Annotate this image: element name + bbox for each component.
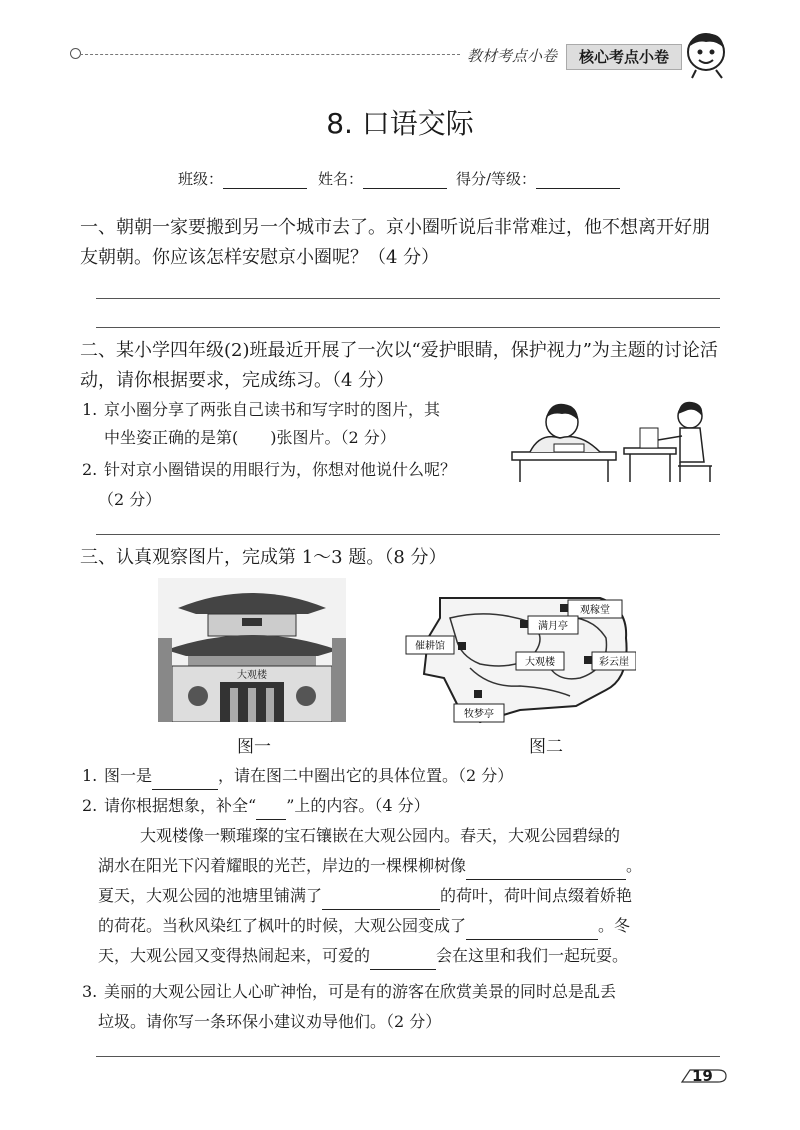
score-field [456, 168, 620, 189]
s3-q1-blank[interactable] [152, 771, 218, 790]
s3-q2 [104, 792, 430, 820]
passage-line1: 大观楼像一颗璀璨的宝石镶嵌在大观公园内。春天，大观公园碧绿的 [140, 826, 621, 845]
answer-line[interactable] [96, 1056, 720, 1057]
passage-line5-text: 天，大观公园又变得热闹起来，可爱的 [98, 946, 371, 965]
passage-line4 [98, 912, 630, 940]
s3-q2-sample-blank [256, 801, 286, 820]
map-label-manyueting: 满月亭 [538, 621, 568, 632]
s3-q1-text-b: ，请在图二中圈出它的具体位置。（2 分） [218, 766, 514, 785]
passage-line3-text: 夏天，大观公园的池塘里铺满了 [98, 886, 323, 905]
passage-line4-text: 的荷花。当秋风染红了枫叶的时候，大观公园变成了 [98, 916, 467, 935]
figure1-label: 图一 [237, 737, 271, 757]
s2-q1-line2: 中坐姿正确的是第( )张图片。（2 分） [104, 428, 396, 447]
section2-text: 二、某小学四年级(2)班最近开展了一次以“爱护眼睛，保护视力”为主题的讨论活动，请你根据要求，完成练习。（4 分） [80, 340, 718, 391]
answer-line[interactable] [96, 534, 720, 535]
passage-blank-2[interactable] [322, 891, 440, 910]
map-label-mumengting: 牧梦亭 [464, 709, 494, 720]
section1-text: 一、朝朝一家要搬到另一个城市去了。京小圈听说后非常难过，他不想离开好朋友朝朝。你应该怎样安慰京小圈呢？（4 分） [80, 217, 710, 268]
section3-text: 三、认真观察图片，完成第 1～3 题。（8 分） [80, 547, 447, 568]
class-label: 班级： [178, 170, 224, 188]
page-number: 19 [692, 1067, 713, 1085]
passage-line3 [98, 882, 632, 910]
s2-q1-number: 1. [82, 400, 98, 419]
passage-line3-end: 的荷叶，荷叶间点缀着娇艳 [440, 886, 633, 905]
map-marker-icon [520, 620, 528, 628]
s2-q1-line1: 京小圈分享了两张自己读书和写字时的图片，其 [104, 400, 441, 419]
page-title: 8. 口语交际 [326, 107, 474, 140]
passage-blank-4[interactable] [370, 951, 436, 970]
passage-blank-3[interactable] [466, 921, 598, 940]
s2-q2-number: 2. [82, 460, 98, 479]
s3-q3-line2: 垃圾。请你写一条环保小建议劝导他们。（2 分） [98, 1012, 442, 1031]
passage-blank-1[interactable] [466, 861, 626, 880]
passage-line5 [98, 942, 628, 970]
s2-q2-line1: 针对京小圈错误的用眼行为，你想对他说什么呢？ [104, 460, 457, 479]
header-tag-core: 核心考点小卷 [566, 44, 682, 70]
s3-q1-number: 1. [82, 766, 98, 785]
class-field [178, 168, 307, 189]
map-label-daguanlou: 大观楼 [525, 657, 555, 668]
passage-line2-end: 。 [626, 856, 643, 875]
name-blank[interactable] [363, 170, 447, 189]
answer-line[interactable] [96, 298, 720, 299]
passage-line2 [98, 852, 642, 880]
map-label-zhigengguan: 催耕馆 [415, 641, 445, 652]
passage-line2-text: 湖水在阳光下闪着耀眼的光芒，岸边的一棵棵柳树像 [98, 856, 467, 875]
name-label: 姓名： [318, 170, 364, 188]
map-marker-icon [474, 690, 482, 698]
s3-q1-text-a: 图一是 [104, 766, 153, 785]
s3-q3-line1: 美丽的大观公园让人心旷神怡，可是有的游客在欣赏美景的同时总是乱丢 [104, 982, 617, 1001]
map-marker-icon [560, 604, 568, 612]
map-label-guanjiatang: 观稼堂 [580, 605, 610, 616]
daguanlou-building-image [158, 578, 346, 722]
kid-good-posture-image [620, 392, 720, 484]
building-sign: 大观楼 [237, 670, 267, 681]
passage-line4-end: 。冬 [598, 916, 631, 935]
map-marker-icon [584, 656, 592, 664]
mascot-icon [682, 26, 732, 80]
s3-q1 [104, 762, 513, 790]
score-label: 得分/等级： [456, 170, 537, 188]
s3-q2-text-b: ”上的内容。（4 分） [286, 796, 430, 815]
park-map-image [400, 578, 636, 724]
map-label-caiyunya: 彩云崖 [599, 657, 629, 668]
header-dashed-line [80, 54, 460, 55]
s3-q3-number: 3. [82, 982, 98, 1001]
answer-line[interactable] [96, 327, 720, 328]
s2-q2-line2: （2 分） [98, 490, 162, 509]
name-field [318, 168, 447, 189]
s3-q2-text-a: 请你根据想象，补全“ [104, 796, 257, 815]
kid-bad-posture-image [510, 392, 620, 484]
figure2-label: 图二 [529, 737, 563, 757]
score-blank[interactable] [536, 170, 620, 189]
class-blank[interactable] [223, 170, 307, 189]
map-marker-icon [458, 642, 466, 650]
passage-line5-end: 会在这里和我们一起玩耍。 [436, 946, 629, 965]
header-tag-textbook: 教材考点小卷 [466, 47, 557, 65]
s3-q2-number: 2. [82, 796, 98, 815]
